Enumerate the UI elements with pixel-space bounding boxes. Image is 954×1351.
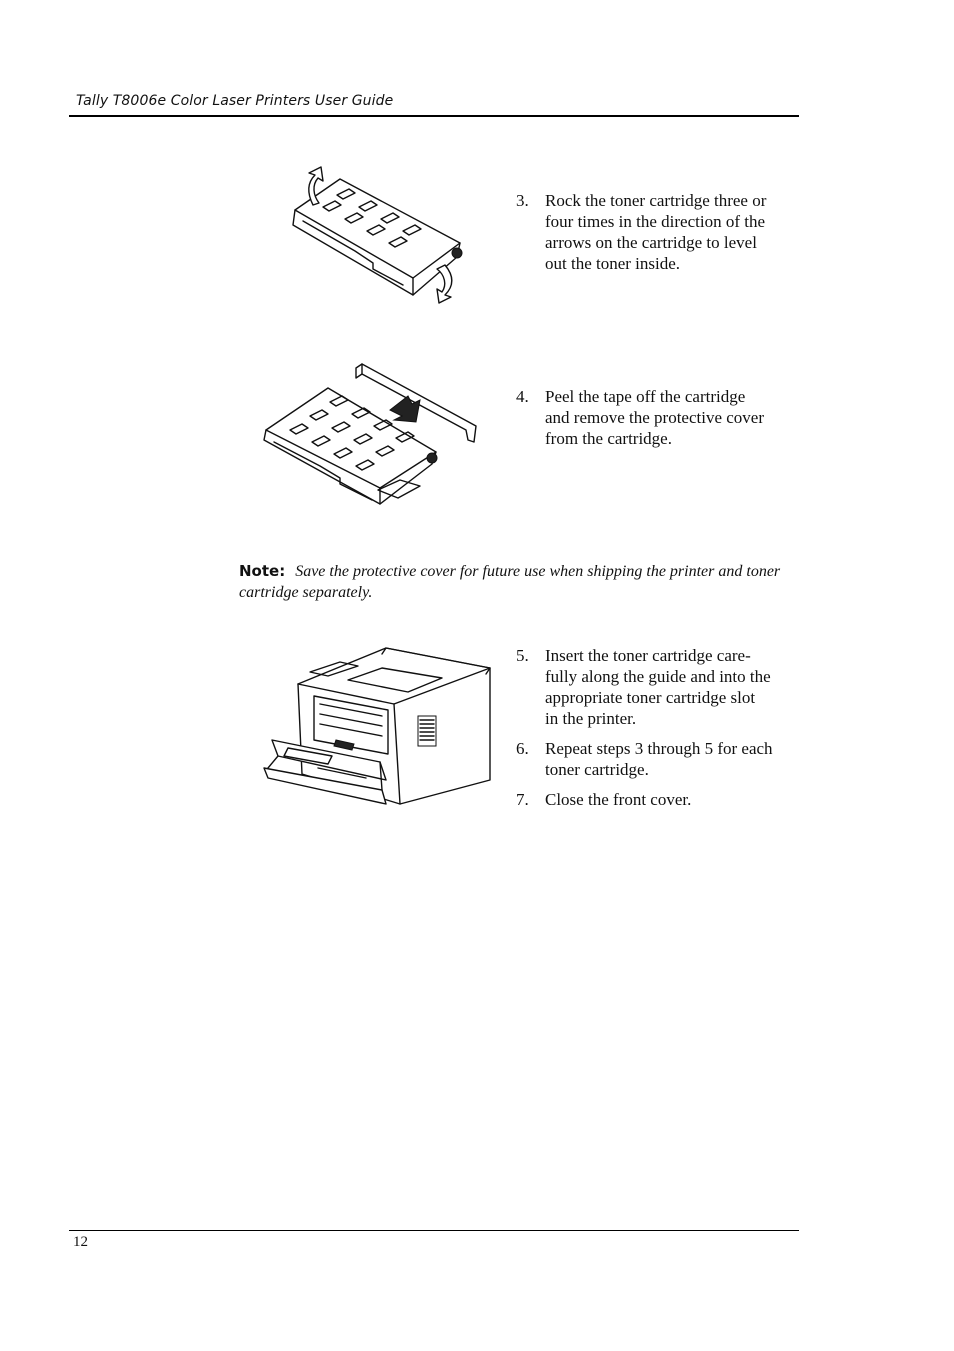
step-text <box>545 738 795 780</box>
step-line: Insert the toner cartridge care- <box>545 646 751 665</box>
step-text <box>545 789 795 810</box>
step-line: appropriate toner cartridge slot <box>545 688 756 707</box>
step-line: in the printer. <box>545 709 637 728</box>
step-number: 5. <box>516 646 529 665</box>
step-line: arrows on the cartridge to level <box>545 233 757 252</box>
step-number: 4. <box>516 387 529 406</box>
step-number: 3. <box>516 191 529 210</box>
note-text: Save the protective cover for future use when shipping the printer and toner cartridge separately. <box>239 563 781 601</box>
step-line: Peel the tape off the cartridge <box>545 387 746 406</box>
step-number: 7. <box>516 790 529 809</box>
step-line: four times in the direction of the <box>545 212 765 231</box>
step-text <box>545 386 795 449</box>
protective-cover-removal-illustration <box>260 360 482 510</box>
step-text <box>545 645 795 729</box>
running-header-title: Tally T8006e Color Laser Printers User Guide <box>76 93 394 109</box>
header-rule <box>69 115 799 117</box>
toner-rocking-illustration <box>285 165 470 305</box>
note-label: Note: <box>239 562 286 580</box>
step-text <box>545 190 795 274</box>
step-line: Rock the toner cartridge three or <box>545 191 767 210</box>
step-line: out the toner inside. <box>545 254 681 273</box>
step-line: Close the front cover. <box>545 790 692 809</box>
step-line: and remove the protective cover <box>545 408 765 427</box>
page-number: 12 <box>73 1234 88 1250</box>
step-line: Repeat steps 3 through 5 for each <box>545 739 773 758</box>
footer-rule <box>69 1230 799 1231</box>
step-number: 6. <box>516 739 529 758</box>
note <box>239 561 799 603</box>
step-line: fully along the guide and into the <box>545 667 771 686</box>
step-line: from the cartridge. <box>545 429 672 448</box>
printer-cartridge-insertion-illustration <box>262 644 494 810</box>
step-line: toner cartridge. <box>545 760 649 779</box>
